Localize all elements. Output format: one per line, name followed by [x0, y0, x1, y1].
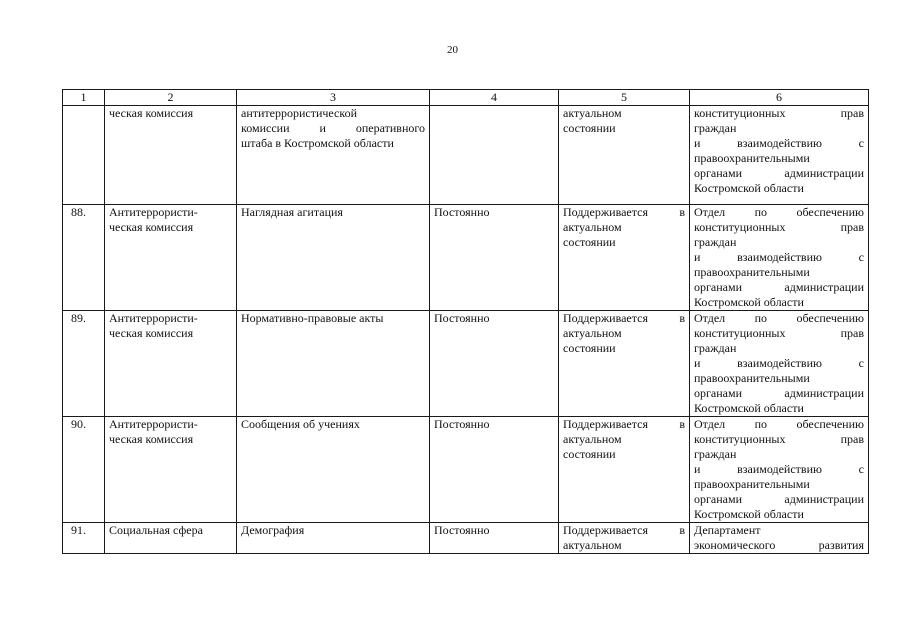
responsible-line: Костромской области — [694, 181, 804, 195]
responsible-line: и взаимодействию с — [694, 462, 864, 476]
subject-line: Антитеррористи- — [109, 417, 198, 431]
table-header-row — [63, 90, 869, 106]
subject-cell: Социальная сфера — [105, 523, 237, 554]
period-cell — [430, 106, 559, 205]
topic-line: штаба в Костромской области — [241, 136, 394, 150]
responsible-line: органами администрации — [694, 280, 864, 294]
responsible-line: конституционных прав — [694, 432, 864, 446]
responsible-line: правоохранительными — [694, 265, 810, 279]
header-cell-1: 1 — [63, 90, 105, 106]
status-line: состоянии — [563, 447, 616, 461]
header-cell-4: 4 — [430, 90, 559, 106]
responsible-cell — [690, 523, 869, 554]
status-cell — [559, 417, 690, 523]
responsible-line: Костромской области — [694, 507, 804, 521]
status-line: Поддерживается в — [563, 205, 685, 219]
page-number: 20 — [447, 44, 458, 56]
responsible-line: Костромской области — [694, 401, 804, 415]
subject-cell — [105, 205, 237, 311]
status-line: актуальном — [563, 106, 622, 120]
row-number-cell: 91. — [63, 523, 105, 554]
row-number-cell — [63, 106, 105, 205]
status-line: Поддерживается в — [563, 417, 685, 431]
status-cell — [559, 523, 690, 554]
responsible-line: экономического развития — [694, 538, 864, 552]
status-cell — [559, 106, 690, 205]
responsible-line: граждан — [694, 235, 737, 249]
responsible-line: Отдел по обеспечению — [694, 311, 864, 325]
responsible-line: органами администрации — [694, 386, 864, 400]
responsible-line: граждан — [694, 121, 737, 135]
subject-line: ческая комиссия — [109, 106, 194, 120]
status-line: актуальном — [563, 220, 622, 234]
subject-line: Антитеррористи- — [109, 311, 198, 325]
table-row-continued — [63, 106, 869, 205]
topic-line: комиссии и оперативного — [241, 121, 425, 135]
period-cell: Постоянно — [430, 523, 559, 554]
subject-line: Антитеррористи- — [109, 205, 198, 219]
responsible-line: правоохранительными — [694, 371, 810, 385]
status-line: Поддерживается в — [563, 311, 685, 325]
responsible-line: конституционных прав — [694, 220, 864, 234]
responsible-line: граждан — [694, 447, 737, 461]
topic-cell: Наглядная агитация — [237, 205, 430, 311]
status-cell — [559, 311, 690, 417]
responsible-cell — [690, 417, 869, 523]
row-number-cell: 89. — [63, 311, 105, 417]
responsible-line: правоохранительными — [694, 151, 810, 165]
responsible-cell — [690, 205, 869, 311]
status-line: состоянии — [563, 341, 616, 355]
responsible-line: и взаимодействию с — [694, 356, 864, 370]
row-number-cell: 88. — [63, 205, 105, 311]
subject-cell — [105, 106, 237, 205]
status-line: актуальном — [563, 432, 622, 446]
responsible-line: и взаимодействию с — [694, 250, 864, 264]
topic-cell: Демография — [237, 523, 430, 554]
topic-cell: Сообщения об учениях — [237, 417, 430, 523]
table-row — [63, 311, 869, 417]
responsible-line: правоохранительными — [694, 477, 810, 491]
table-row — [63, 417, 869, 523]
status-line: актуальном — [563, 538, 622, 552]
responsible-cell — [690, 106, 869, 205]
responsible-line: Костромской области — [694, 295, 804, 309]
responsible-line: конституционных прав — [694, 106, 864, 120]
responsible-line: органами администрации — [694, 166, 864, 180]
table-row — [63, 523, 869, 554]
document-table — [62, 89, 869, 554]
subject-line: ческая комиссия — [109, 220, 194, 234]
period-cell: Постоянно — [430, 311, 559, 417]
subject-line: ческая комиссия — [109, 432, 194, 446]
status-line: состоянии — [563, 235, 616, 249]
status-cell — [559, 205, 690, 311]
header-cell-3: 3 — [237, 90, 430, 106]
row-number-cell: 90. — [63, 417, 105, 523]
responsible-line: Отдел по обеспечению — [694, 205, 864, 219]
topic-line: антитеррористической — [241, 106, 358, 120]
responsible-line: органами администрации — [694, 492, 864, 506]
responsible-line: и взаимодействию с — [694, 136, 864, 150]
subject-cell — [105, 311, 237, 417]
status-line: актуальном — [563, 326, 622, 340]
responsible-line: Департамент — [694, 523, 761, 537]
topic-cell — [237, 106, 430, 205]
topic-cell: Нормативно-правовые акты — [237, 311, 430, 417]
subject-cell — [105, 417, 237, 523]
responsible-cell — [690, 311, 869, 417]
header-cell-2: 2 — [105, 90, 237, 106]
responsible-line: Отдел по обеспечению — [694, 417, 864, 431]
responsible-line: конституционных прав — [694, 326, 864, 340]
period-cell: Постоянно — [430, 417, 559, 523]
period-cell: Постоянно — [430, 205, 559, 311]
header-cell-6: 6 — [690, 90, 869, 106]
subject-line: ческая комиссия — [109, 326, 194, 340]
table-row — [63, 205, 869, 311]
status-line: Поддерживается в — [563, 523, 685, 537]
header-cell-5: 5 — [559, 90, 690, 106]
status-line: состоянии — [563, 121, 616, 135]
responsible-line: граждан — [694, 341, 737, 355]
